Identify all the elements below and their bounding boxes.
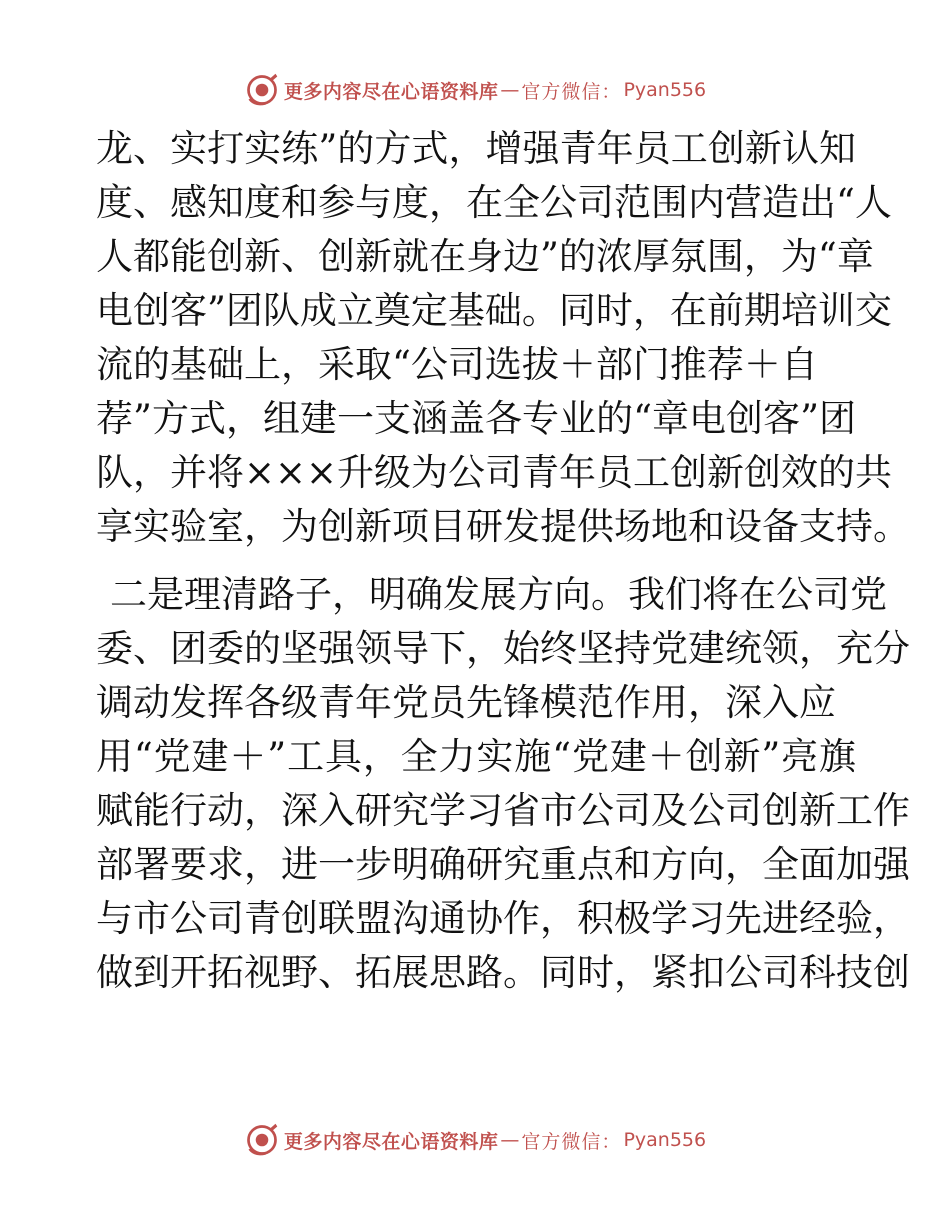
watermark-wechat-id: Pyan556 <box>623 79 707 101</box>
brand-logo-icon <box>244 1122 280 1158</box>
watermark-wechat-label: 官方微信： <box>521 1130 622 1153</box>
watermark-separator: — <box>500 1129 520 1151</box>
text-line: 赋能行动，深入研究学习省市公司及公司创新工作 <box>96 789 910 832</box>
text-line: 用“党建＋”工具，全力实施“党建＋创新”亮旗 <box>96 735 856 778</box>
watermark-separator: — <box>500 79 520 101</box>
text-line: 与市公司青创联盟沟通协作，积极学习先进经验， <box>96 897 910 940</box>
paragraph-2 <box>96 568 910 1000</box>
watermark-brand: 更多内容尽在心语资料库 <box>283 1130 499 1153</box>
text-line: 享实验室，为创新项目研发提供场地和设备支持。 <box>96 505 910 548</box>
watermark-brand: 更多内容尽在心语资料库 <box>283 80 499 103</box>
text-line: 部署要求，进一步明确研究重点和方向，全面加强 <box>96 843 910 886</box>
text-line: 调动发挥各级青年党员先锋模范作用，深入应 <box>96 681 836 724</box>
text-line: 做到开拓视野、拓展思路。同时，紧扣公司科技创 <box>96 951 910 994</box>
text-line: 委、团委的坚强领导下，始终坚持党建统领，充分 <box>96 627 910 670</box>
watermark-wechat-id: Pyan556 <box>623 1129 707 1151</box>
text-line: 二是理清路子，明确发展方向。我们将在公司党 <box>110 573 887 616</box>
header-watermark <box>0 70 950 110</box>
paragraph-1 <box>96 122 910 554</box>
brand-logo-icon <box>244 72 280 108</box>
text-line: 电创客”团队成立奠定基础。同时，在前期培训交 <box>96 289 892 332</box>
text-line: 流的基础上，采取“公司选拔＋部门推荐＋自 <box>96 343 818 386</box>
footer-watermark <box>0 1120 950 1160</box>
text-line: 龙、实打实练”的方式，增强青年员工创新认知 <box>96 127 856 170</box>
text-line: 人都能创新、创新就在身边”的浓厚氛围，为“章 <box>96 235 874 278</box>
text-line: 度、感知度和参与度，在全公司范围内营造出“人 <box>96 181 892 224</box>
paragraph-gap <box>96 554 856 568</box>
text-line: 队，并将×××升级为公司青年员工创新创效的共 <box>96 451 893 494</box>
document-body <box>96 122 910 1000</box>
watermark-wechat-label: 官方微信： <box>521 80 622 103</box>
text-line: 荐”方式，组建一支涵盖各专业的“章电创客”团 <box>96 397 856 440</box>
